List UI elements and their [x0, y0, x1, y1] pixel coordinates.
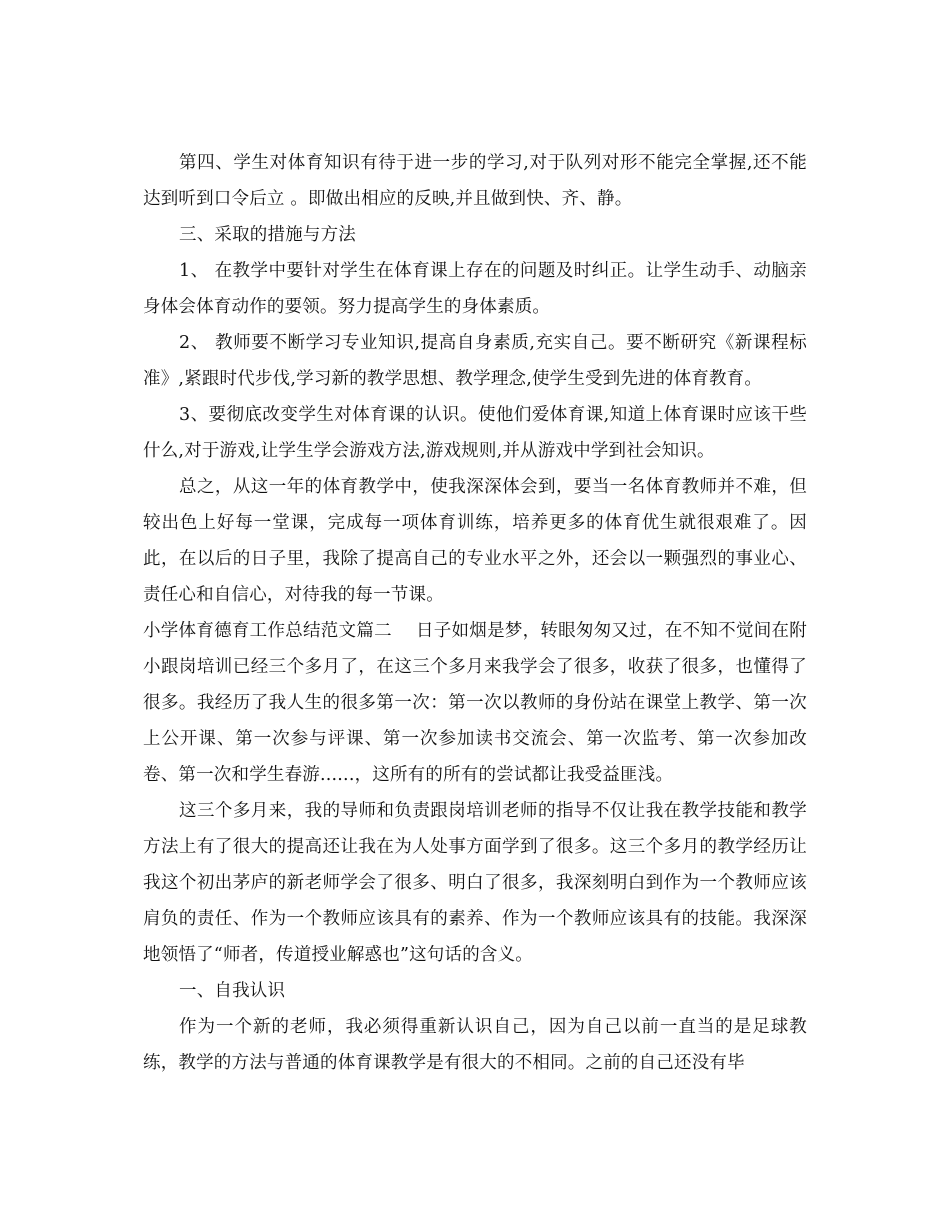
- article-two-title: 小学体育德育工作总结范文篇二: [143, 621, 392, 641]
- article-two-intro: 日子如烟是梦，转眼匆匆又过，在不知不觉间在附小跟岗培训已经三个多月了，在这三个多月来我学会了很多，收获了很多，也懂得了很多。我经历了我人生的很多第一次：第一次以教师的身份站在课堂上教学、第一次上公开课、第一次参与评课、第一次参加读书交流会、第一次监考、第一次参加改卷、第一次和学生春游......，这所有的所有的尝试都让我受益匪浅。: [143, 621, 807, 785]
- paragraph-fourth-point: 第四、学生对体育知识有待于进一步的学习,对于队列对形不能完全掌握,还不能达到听到口令后立 。即做出相应的反映,并且做到快、齐、静。: [143, 153, 807, 209]
- document-body: [143, 145, 807, 1081]
- paragraph-article-two: [143, 613, 807, 793]
- section-heading-measures: 三、采取的措施与方法: [179, 225, 356, 245]
- paragraph-measure-1: 1、 在教学中要针对学生在体育课上存在的问题及时纠正。让学生动手、动脑亲身体会体育动作的要领。努力提高学生的身体素质。: [143, 261, 807, 317]
- paragraph-mentor-guidance: 这三个多月来，我的导师和负责跟岗培训老师的指导不仅让我在教学技能和教学方法上有了很大的提高还让我在为人处事方面学到了很多。这三个多月的教学经历让我这个初出茅庐的新老师学会了很多、明白了很多，我深刻明白到作为一个教师应该肩负的责任、作为一个教师应该具有的素养、作为一个教师应该具有的技能。我深深地领悟了“师者，传道授业解惑也”这句话的含义。: [143, 801, 807, 965]
- section-heading-self-knowledge: 一、自我认识: [179, 981, 286, 1001]
- paragraph-self-knowledge: 作为一个新的老师，我必须得重新认识自己，因为自己以前一直当的是足球教练，教学的方法与普通的体育课教学是有很大的不相同。之前的自己还没有毕: [143, 1017, 807, 1073]
- paragraph-summary: 总之，从这一年的体育教学中，使我深深体会到，要当一名体育教师并不难，但较出色上好每一堂课，完成每一项体育训练，培养更多的体育优生就很艰难了。因此，在以后的日子里，我除了提高自己的专业水平之外，还会以一颗强烈的事业心、责任心和自信心，对待我的每一节课。: [143, 477, 807, 605]
- paragraph-measure-3: 3、要彻底改变学生对体育课的认识。使他们爱体育课,知道上体育课时应该干些什么,对于游戏,让学生学会游戏方法,游戏规则,并从游戏中学到社会知识。: [143, 405, 807, 461]
- paragraph-measure-2: 2、 教师要不断学习专业知识,提高自身素质,充实自己。要不断研究《新课程标准》,紧跟时代步伐,学习新的教学思想、教学理念,使学生受到先进的体育教育。: [143, 333, 807, 389]
